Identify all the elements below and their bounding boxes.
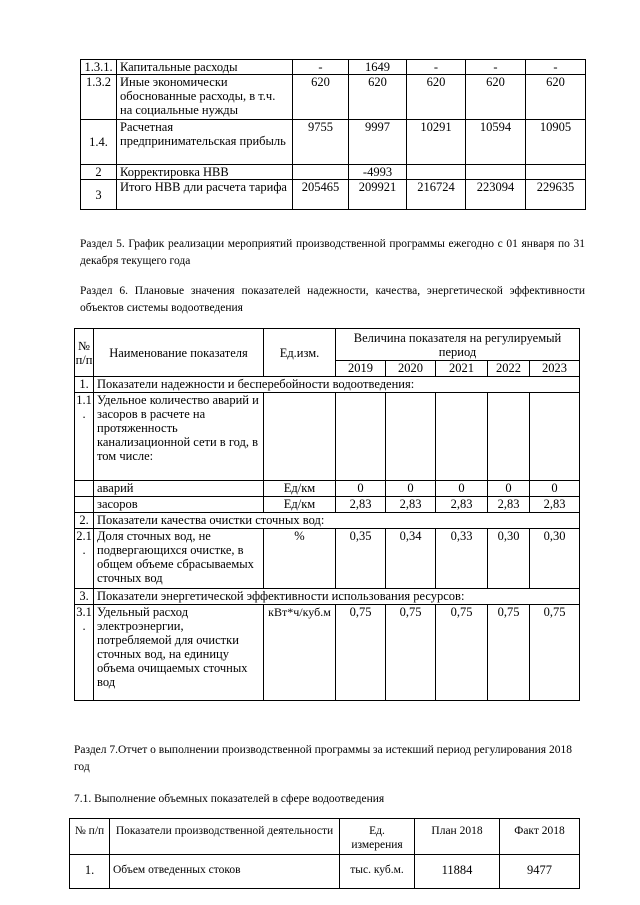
cell-empty <box>264 393 336 481</box>
cell-value: - <box>466 60 526 75</box>
cell-value: 9997 <box>349 120 407 165</box>
cell-empty <box>75 481 94 497</box>
row-label: Итого НВВ дли расчета тарифа <box>117 180 293 210</box>
row-number: 1. <box>70 855 110 889</box>
cell-empty <box>386 393 436 481</box>
row-label: Иные экономически обоснованные расходы, в т.ч. на социальные нужды <box>117 75 293 120</box>
cell-value: 2,83 <box>436 497 488 513</box>
column-header-year: 2021 <box>436 361 488 377</box>
cell-value: 0 <box>336 481 386 497</box>
section-6-heading: Раздел 6. Плановые значения показателей надежности, качества, энергетической эффективности объектов системы водоотведения <box>80 285 585 314</box>
cell-value <box>526 165 586 180</box>
row-label: засоров <box>94 497 264 513</box>
cell-value <box>293 165 349 180</box>
group-title: Показатели качества очистки сточных вод: <box>94 513 580 529</box>
cell-value: 9477 <box>500 855 580 889</box>
row-number: 1.4. <box>81 120 117 165</box>
row-number: 1.3.1. <box>81 60 117 75</box>
financial-table <box>80 59 586 210</box>
cell-value: 10291 <box>407 120 466 165</box>
row-label: Удельное количество аварий и засоров в расчете на протяженность канализационной сети в год, в том числе: <box>94 393 264 481</box>
group-row <box>75 513 580 529</box>
table-row <box>81 165 586 180</box>
table-row <box>75 393 580 481</box>
cell-value: 229635 <box>526 180 586 210</box>
cell-value: 2,83 <box>530 497 580 513</box>
column-header-name: Наименование показателя <box>94 329 264 377</box>
table-row <box>81 60 586 75</box>
cell-value: 0 <box>436 481 488 497</box>
table-row <box>81 75 586 120</box>
column-header-year: 2022 <box>488 361 530 377</box>
cell-value: - <box>526 60 586 75</box>
cell-value: 10905 <box>526 120 586 165</box>
row-label: Доля сточных вод, не подвергающихся очистке, в общем объеме сбрасываемых сточных вод <box>94 529 264 589</box>
column-header-plan: План 2018 <box>415 819 500 855</box>
cell-value: 0,35 <box>336 529 386 589</box>
column-header-year: 2020 <box>386 361 436 377</box>
cell-empty <box>530 393 580 481</box>
cell-value: 0,75 <box>386 605 436 701</box>
table-row <box>81 120 586 165</box>
cell-value: 205465 <box>293 180 349 210</box>
cell-value: 2,83 <box>488 497 530 513</box>
cell-value: - <box>407 60 466 75</box>
cell-value: 0,75 <box>336 605 386 701</box>
table-header-row <box>75 329 580 361</box>
column-header-number: № п/п <box>75 329 94 377</box>
row-number: 2 <box>81 165 117 180</box>
volume-table <box>69 818 580 889</box>
cell-value: 0,75 <box>488 605 530 701</box>
column-header-number: № п/п <box>70 819 110 855</box>
cell-value: 0,75 <box>530 605 580 701</box>
table-row <box>75 497 580 513</box>
cell-value: 0 <box>488 481 530 497</box>
group-number: 1. <box>75 377 94 393</box>
cell-value: 620 <box>407 75 466 120</box>
cell-unit: Ед/км <box>264 497 336 513</box>
cell-value: 0,34 <box>386 529 436 589</box>
cell-value <box>407 165 466 180</box>
group-row <box>75 377 580 393</box>
column-header-name: Показатели производственной деятельности <box>110 819 340 855</box>
cell-empty <box>75 497 94 513</box>
group-number: 2. <box>75 513 94 529</box>
section-7-heading: Раздел 7.Отчет о выполнении производственной программы за истекший период регулирования 2018 год <box>74 744 572 773</box>
column-header-unit: Ед.изм. <box>264 329 336 377</box>
section-5-heading: Раздел 5. График реализации мероприятий производственной программы ежегодно с 01 января по 31 декабря текущего года <box>80 238 585 267</box>
cell-value <box>466 165 526 180</box>
cell-value: 209921 <box>349 180 407 210</box>
row-label: аварий <box>94 481 264 497</box>
cell-value: 10594 <box>466 120 526 165</box>
row-label: Объем отведенных стоков <box>110 855 340 889</box>
cell-value: - <box>293 60 349 75</box>
row-number: 3 <box>81 180 117 210</box>
table-row <box>75 529 580 589</box>
cell-value: 2,83 <box>336 497 386 513</box>
cell-value: 0,75 <box>436 605 488 701</box>
cell-value: 1649 <box>349 60 407 75</box>
column-header-year: 2023 <box>530 361 580 377</box>
row-label: Капитальные расходы <box>117 60 293 75</box>
cell-value: 620 <box>466 75 526 120</box>
cell-value: 223094 <box>466 180 526 210</box>
cell-value: 2,83 <box>386 497 436 513</box>
group-row <box>75 589 580 605</box>
cell-value: 0,33 <box>436 529 488 589</box>
cell-unit: кВт*ч/куб.м <box>264 605 336 701</box>
cell-value: 0,30 <box>530 529 580 589</box>
row-label: Корректировка НВВ <box>117 165 293 180</box>
cell-empty <box>336 393 386 481</box>
row-number: 1.1 . <box>75 393 94 481</box>
row-number: 3.1 . <box>75 605 94 701</box>
table-row <box>81 180 586 210</box>
column-header-year: 2019 <box>336 361 386 377</box>
column-header-value-group: Величина показателя на регулируемый период <box>336 329 580 361</box>
column-header-unit: Ед. измерения <box>340 819 415 855</box>
table-header-row <box>70 819 580 855</box>
cell-value: -4993 <box>349 165 407 180</box>
indicators-table <box>74 328 580 701</box>
column-header-fact: Факт 2018 <box>500 819 580 855</box>
cell-value: 620 <box>526 75 586 120</box>
cell-value: 0,30 <box>488 529 530 589</box>
cell-unit: % <box>264 529 336 589</box>
table-row <box>75 605 580 701</box>
row-label: Расчетная предпринимательская прибыль <box>117 120 293 165</box>
cell-empty <box>436 393 488 481</box>
group-number: 3. <box>75 589 94 605</box>
cell-empty <box>488 393 530 481</box>
table-row <box>70 855 580 889</box>
cell-value: 620 <box>293 75 349 120</box>
cell-value: 11884 <box>415 855 500 889</box>
table-row <box>75 481 580 497</box>
cell-value: 0 <box>530 481 580 497</box>
row-number: 1.3.2 <box>81 75 117 120</box>
cell-unit: Ед/км <box>264 481 336 497</box>
cell-value: 620 <box>349 75 407 120</box>
section-7-1-heading: 7.1. Выполнение объемных показателей в сфере водоотведения <box>74 793 385 805</box>
group-title: Показатели надежности и бесперебойности водоотведения: <box>94 377 580 393</box>
row-number: 2.1 . <box>75 529 94 589</box>
cell-value: 9755 <box>293 120 349 165</box>
row-label: Удельный расход электроэнергии, потребляемой для очистки сточных вод, на единицу объема очищаемых сточных вод <box>94 605 264 701</box>
cell-value: 0 <box>386 481 436 497</box>
cell-unit: тыс. куб.м. <box>340 855 415 889</box>
cell-value: 216724 <box>407 180 466 210</box>
group-title: Показатели энергетической эффективности использования ресурсов: <box>94 589 580 605</box>
